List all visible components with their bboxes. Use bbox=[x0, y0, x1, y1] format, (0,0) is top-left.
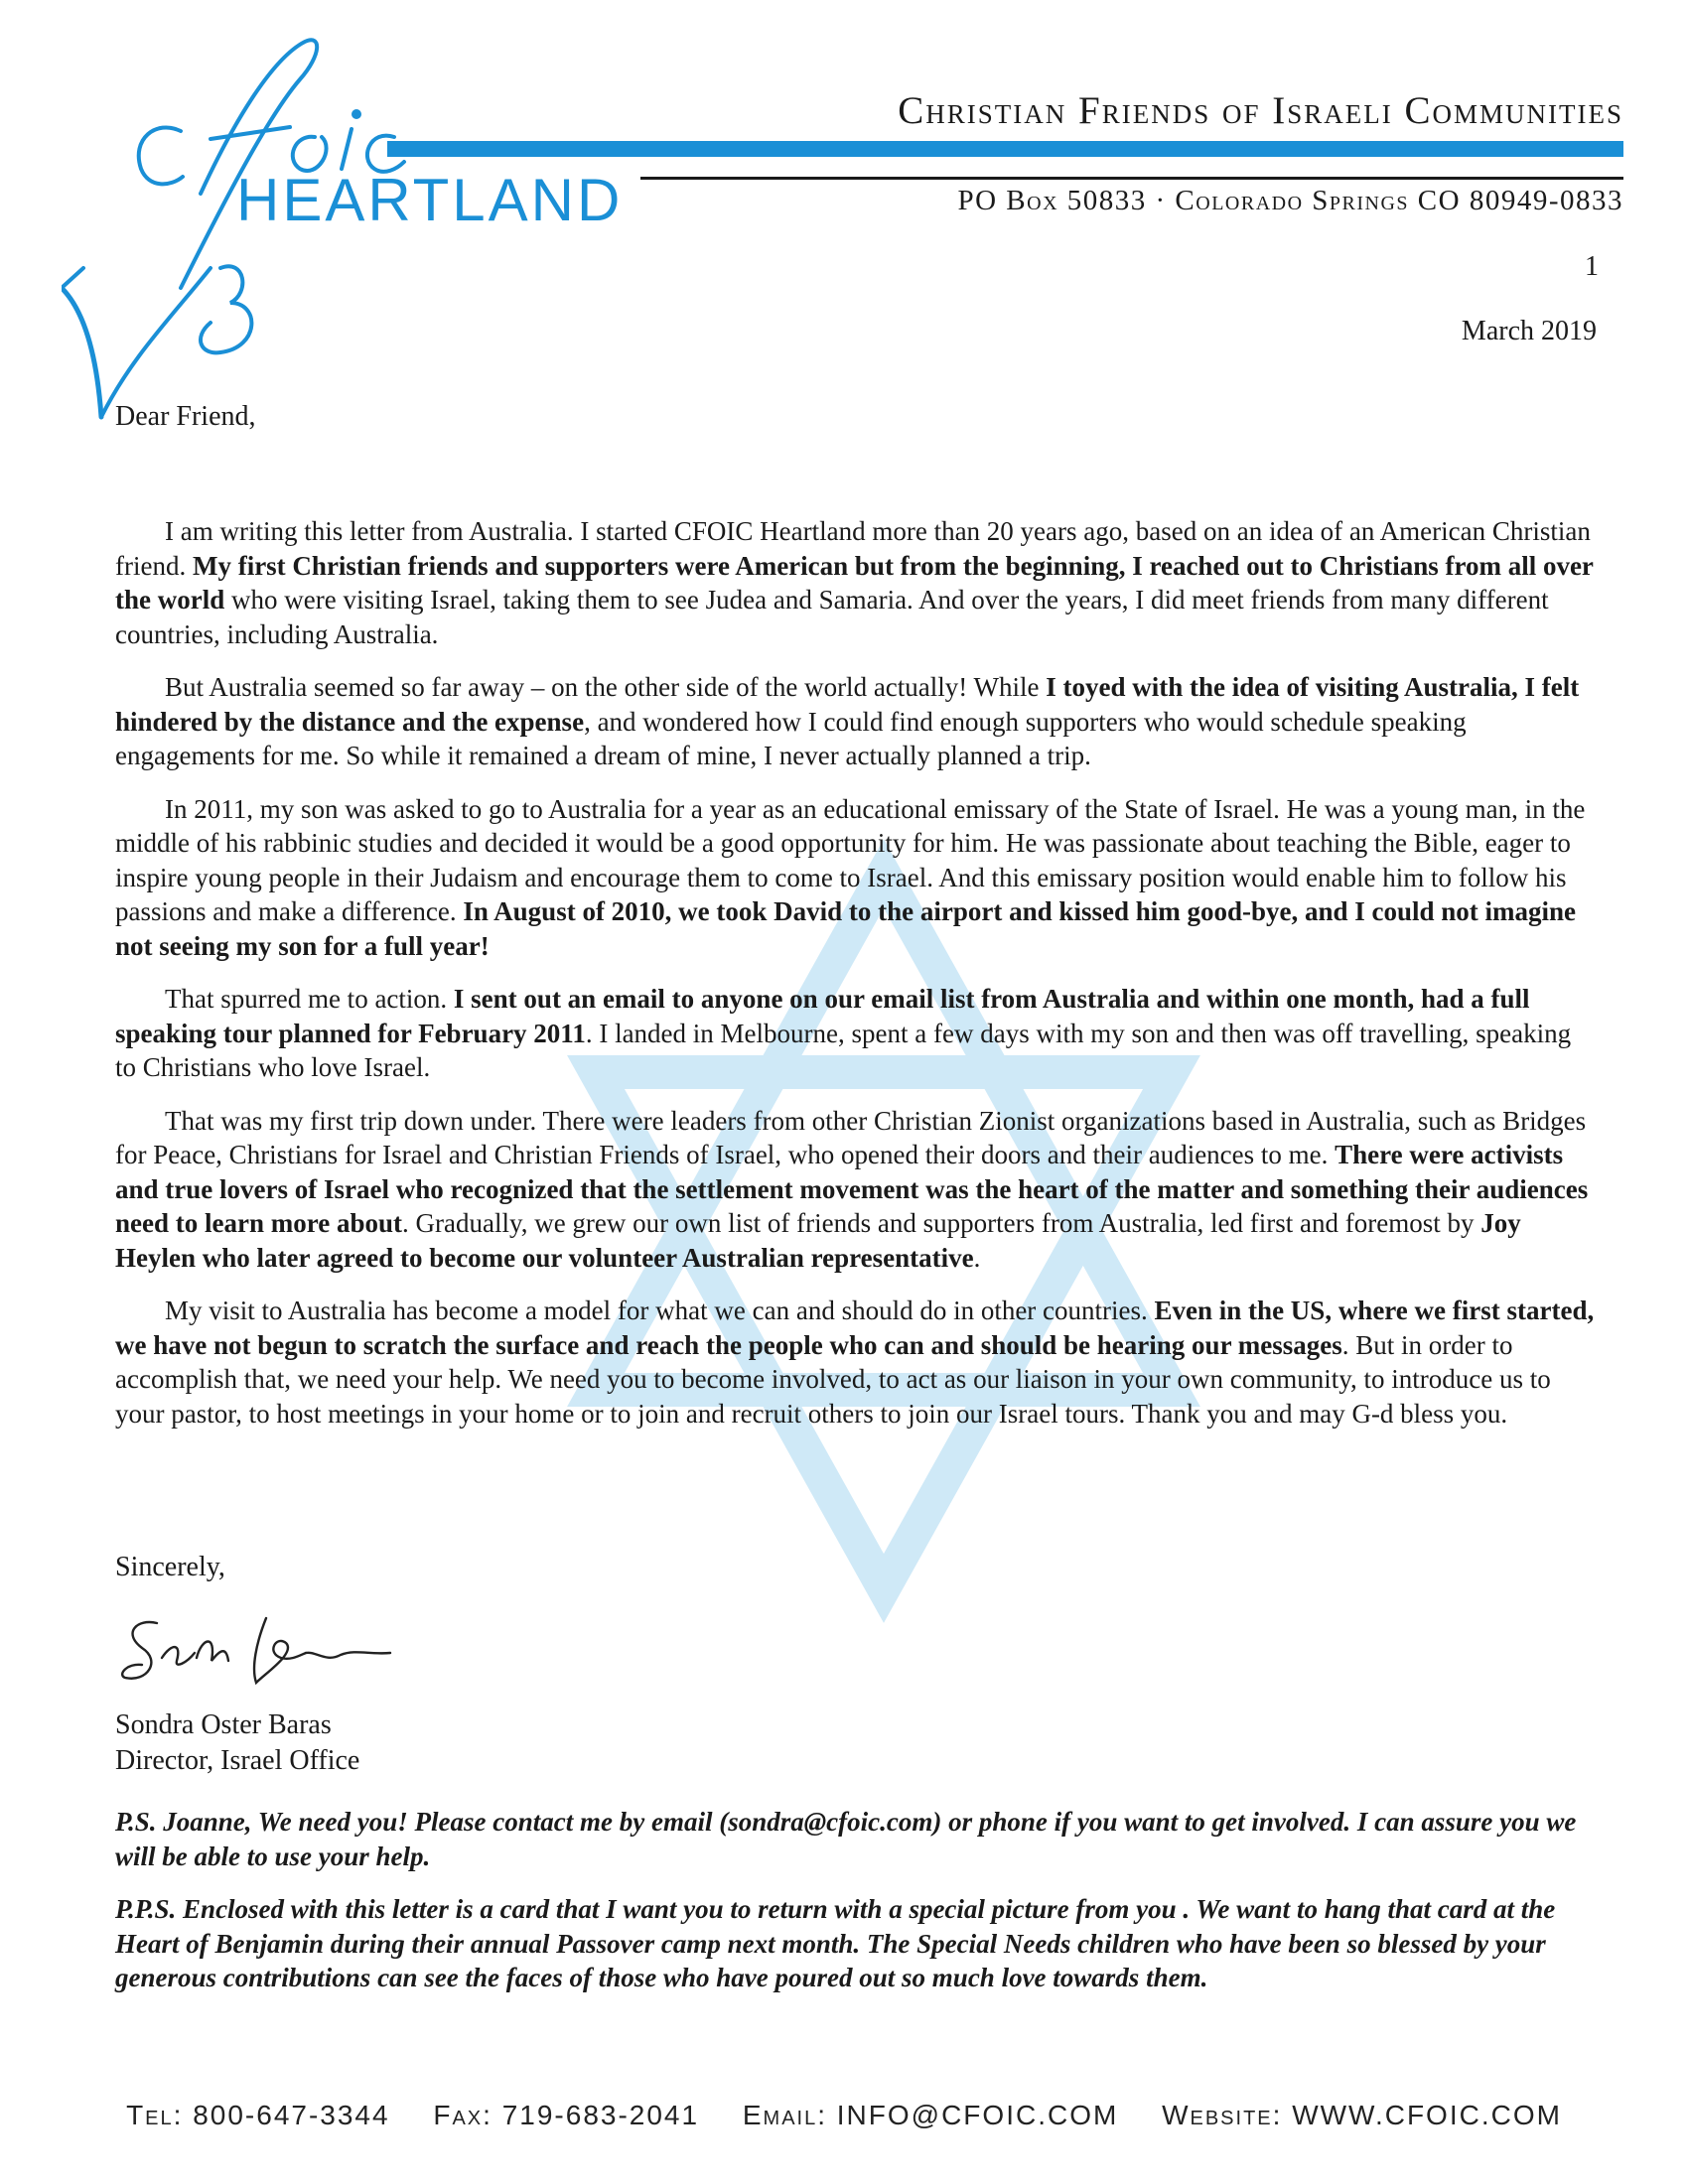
website-address: WWW.CFOIC.COM bbox=[1292, 2100, 1562, 2130]
header-blue-bar bbox=[387, 141, 1623, 157]
header-divider bbox=[640, 177, 1623, 180]
text-run: . I landed in Melbourne, spent a few days with my son and then was off travelling, speaking to Christians who love Israel. bbox=[115, 1018, 1572, 1082]
body-paragraph bbox=[115, 1294, 1595, 1431]
bold-text: Even in the US, where we first started, we have not begun to scratch the surface and reach the people who can and should be hearing our messages bbox=[115, 1296, 1595, 1360]
organization-name: Christian Friends of Israeli Communities bbox=[898, 89, 1623, 132]
body-paragraph bbox=[115, 982, 1595, 1085]
text-run: But Australia seemed so far away – on the other side of the world actually! While bbox=[165, 672, 1047, 702]
text-run: . Gradually, we grew our own list of friends and supporters from Australia, led first and foremost by bbox=[401, 1208, 1481, 1238]
signer-name: Sondra Oster Baras bbox=[115, 1709, 332, 1740]
signature-icon bbox=[117, 1603, 395, 1698]
text-run: In 2011, my son was asked to go to Australia for a year as an educational emissary of the State of Israel. He was a young man, in the middle of his rabbinic studies and decided it would be a good opportunity for him. He was passionate about teaching the Bible, eager to inspire young people in their Judaism and encourage them to come to Israel. And this emissary position would enable him to follow his passions and make a difference. bbox=[115, 793, 1586, 926]
bold-text: My first Christian friends and supporters were American but from the beginning, I reached out to Christians from all over the world bbox=[115, 550, 1594, 614]
text-run: My visit to Australia has become a model for what we can and should do in other countries. bbox=[165, 1296, 1155, 1325]
postscript: P.S. Joanne, We need you! Please contact me by email (sondra@cfoic.com) or phone if you want to get involved. I can assure you we will be able to use your help. bbox=[115, 1807, 1577, 1871]
text-run: . But in order to accomplish that, we need your help. We need you to become involved, to act as our liaison in your own community, to introduce us to your pastor, to host meetings in your home or to join and recruit others to join our Israel tours. Thank you and may G-d bless you. bbox=[115, 1329, 1551, 1429]
text-run: , and wondered how I could find enough supporters who would schedule speaking engagements for me. So while it remained a dream of mine, I never actually planned a trip. bbox=[115, 706, 1467, 770]
cfoic-logo-icon bbox=[62, 20, 657, 457]
signer-title: Director, Israel Office bbox=[115, 1745, 360, 1776]
bold-text: I sent out an email to anyone on our email list from Australia and within one month, had a full speaking tour planned for February 2011 bbox=[115, 984, 1530, 1048]
website-label: Website: bbox=[1162, 2100, 1283, 2130]
body-paragraph bbox=[115, 1104, 1595, 1276]
text-run: who were visiting Israel, taking them to see Judea and Samaria. And over the years, I did meet friends from many different countries, including Australia. bbox=[115, 585, 1549, 649]
letter-date: March 2019 bbox=[1461, 316, 1597, 346]
logo-heartland-text: HEARTLAND bbox=[236, 167, 624, 233]
text-run: I am writing this letter from Australia. I started CFOIC Heartland more than 20 years ago, based on an idea of an American Christian friend. bbox=[115, 516, 1591, 581]
text-run: . bbox=[973, 1242, 981, 1273]
tel-label: Tel: bbox=[126, 2100, 184, 2130]
closing: Sincerely, bbox=[115, 1552, 225, 1582]
postscript-2: P.P.S. Enclosed with this letter is a card that I want you to return with a special picture from you . We want to hang that card at the Heart of Benjamin during their annual Passover camp next month. The Special Needs children who have been so blessed by your generous contributions can see the faces of those who have poured out so much love towards them. bbox=[115, 1894, 1556, 1992]
salutation: Dear Friend, bbox=[115, 401, 256, 432]
body-paragraph bbox=[115, 514, 1595, 651]
organization-address: PO Box 50833 · Colorado Springs CO 80949-0833 bbox=[957, 185, 1623, 216]
body-paragraph bbox=[115, 792, 1595, 964]
email-address: INFO@CFOIC.COM bbox=[836, 2100, 1119, 2130]
postscript-block bbox=[115, 1805, 1595, 2014]
bold-text: In August of 2010, we took David to the airport and kissed him good-bye, and I could not imagine not seeing my son for a full year! bbox=[115, 896, 1577, 961]
letter-body bbox=[115, 514, 1595, 1449]
bold-text: I toyed with the idea of visiting Australia, I felt hindered by the distance and the expense bbox=[115, 672, 1580, 737]
bold-text: Joy Heylen who later agreed to become our volunteer Australian representative bbox=[115, 1208, 1521, 1273]
text-run: That spurred me to action. bbox=[165, 984, 454, 1014]
page-number: 1 bbox=[1585, 251, 1599, 282]
bold-text: There were activists and true lovers of Israel who recognized that the settlement movement was the heart of the matter and something their audiences need to learn more about bbox=[115, 1140, 1589, 1238]
text-run: That was my first trip down under. There were leaders from other Christian Zionist organizations based in Australia, such as Bridges for Peace, Christians for Israel and Christian Friends of Israel, who opened their doors and their audiences to me. bbox=[115, 1105, 1587, 1169]
tel-number: 800-647-3344 bbox=[193, 2100, 390, 2130]
fax-label: Fax: bbox=[433, 2100, 492, 2130]
body-paragraph bbox=[115, 670, 1595, 773]
footer-contact bbox=[79, 2100, 1609, 2131]
email-label: Email: bbox=[742, 2100, 827, 2130]
fax-number: 719-683-2041 bbox=[501, 2100, 700, 2130]
